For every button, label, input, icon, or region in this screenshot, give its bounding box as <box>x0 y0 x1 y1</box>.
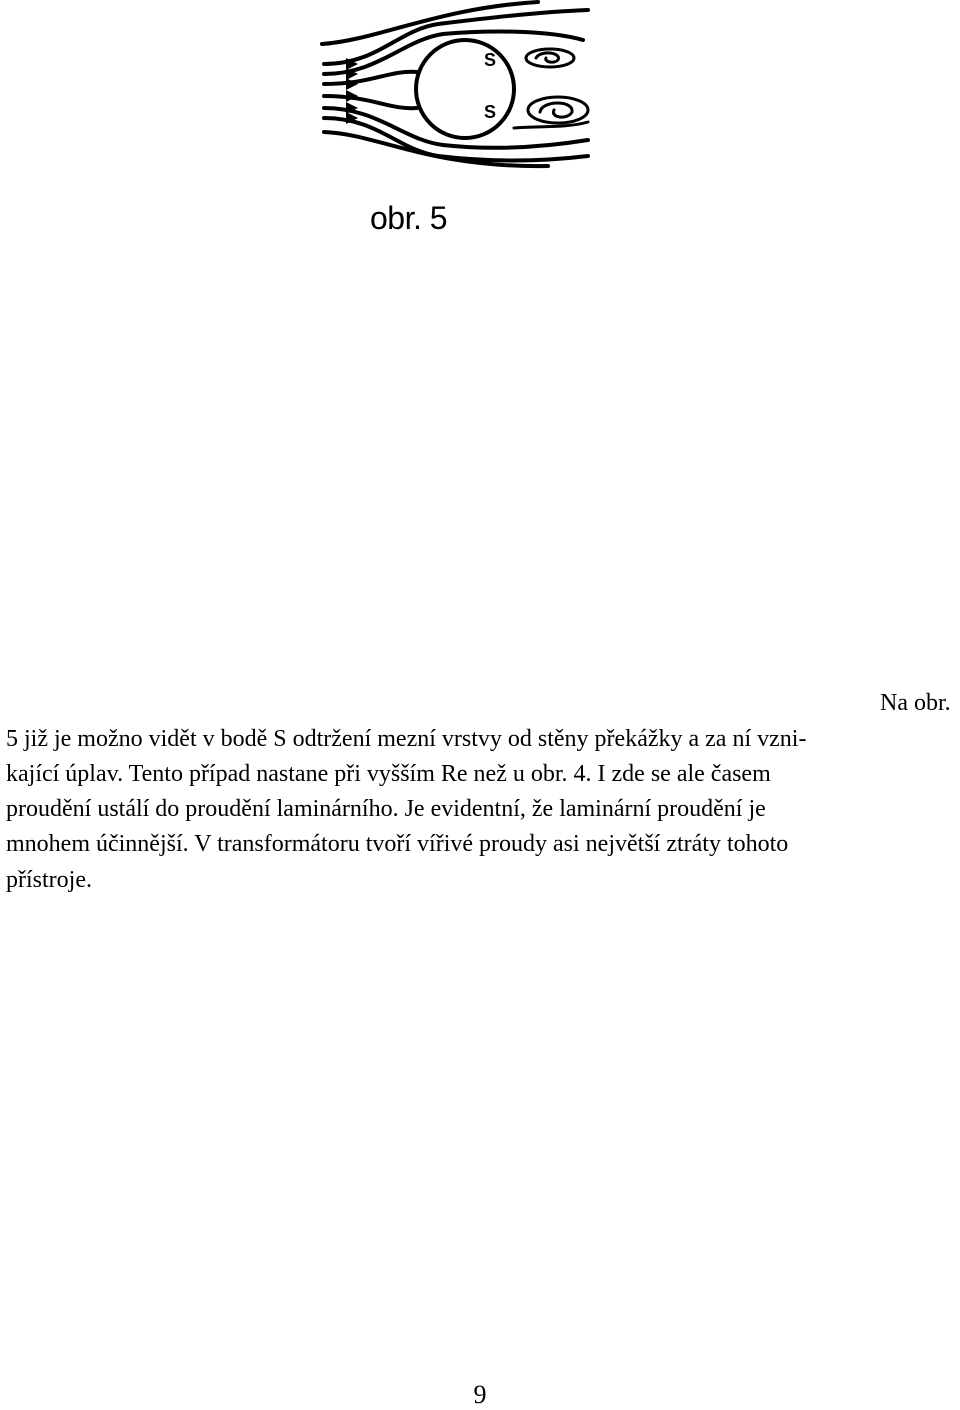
paragraph-line: 5 již je možno vidět v bodě S odtržení mezní vrstvy od stěny překážky a za ní vzni- <box>6 726 807 752</box>
page-number: 9 <box>473 1380 487 1409</box>
wake-vortex-lower <box>528 97 588 123</box>
cylinder-obstacle <box>416 40 514 138</box>
separation-label-lower: S <box>484 102 497 122</box>
streamline <box>324 96 417 108</box>
paragraph-line: mnohem účinnější. V transformátoru tvoří vířivé proudy asi největší ztráty tohoto <box>6 831 789 857</box>
paragraph-line: přístroje. <box>6 867 92 893</box>
paragraph-line: kající úplav. Tento případ nastane při vyšším Re než u obr. 4. I zde se ale časem <box>6 761 771 787</box>
flow-separation-figure <box>318 0 608 170</box>
figure-caption: obr. 5 <box>370 200 448 236</box>
wake-vortex-upper-inner <box>536 53 558 62</box>
separation-label-upper: S <box>484 50 497 70</box>
paragraph-intro: Na obr. <box>880 690 951 716</box>
wake-vortex-lower-inner <box>540 103 572 117</box>
paragraph-line: proudění ustálí do proudění laminárního. Je evidentní, že laminární proudění je <box>6 796 766 822</box>
